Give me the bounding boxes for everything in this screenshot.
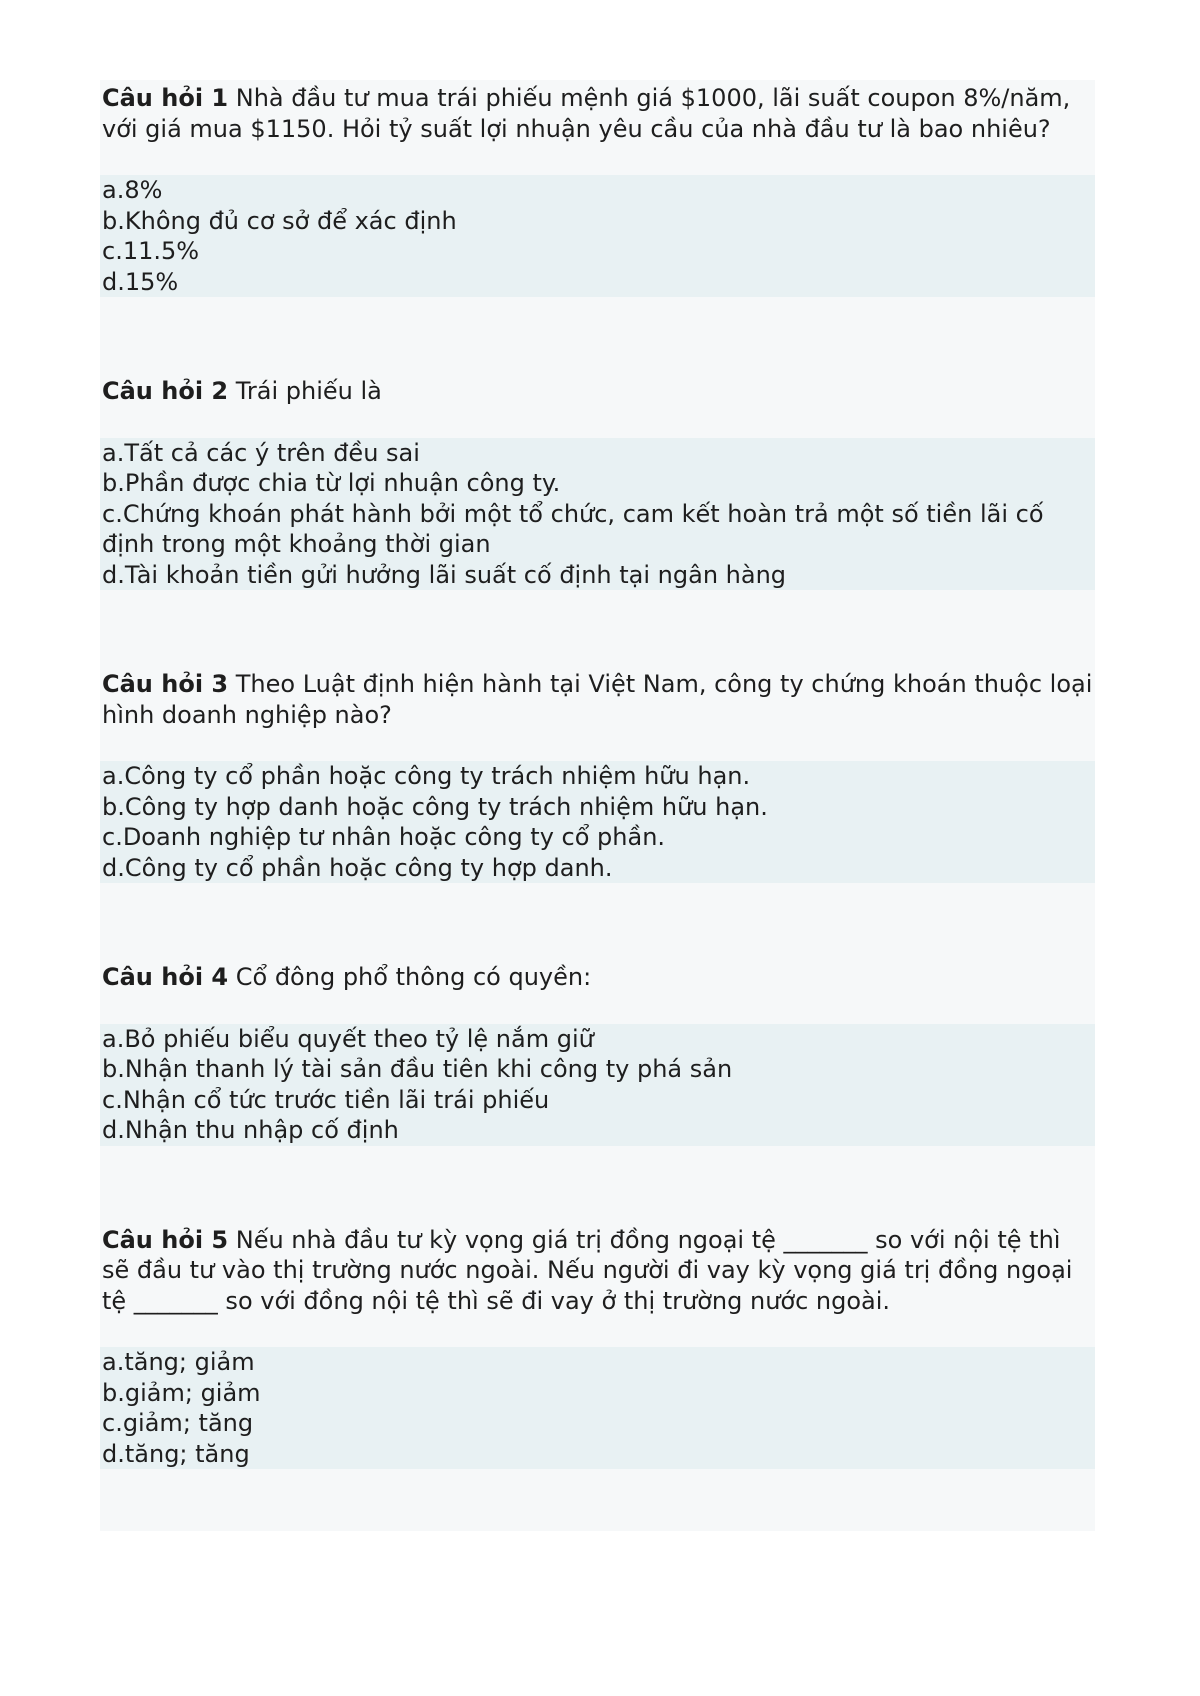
question-2-option-c[interactable]: c.Chứng khoán phát hành bởi một tổ chức, cam kết hoàn trả một số tiền lãi cố định trong một khoảng thời gian xyxy=(102,499,1044,558)
question-1-number: Câu hỏi 1 xyxy=(102,84,229,112)
question-1-option-c[interactable]: c.11.5% xyxy=(102,237,200,265)
quiz-document xyxy=(100,80,1095,1531)
question-5-option-c[interactable]: c.giảm; tăng xyxy=(102,1409,254,1437)
question-1-prompt: Nhà đầu tư mua trái phiếu mệnh giá $1000, lãi suất coupon 8%/năm, với giá mua $1150. Hỏi tỷ suất lợi nhuận yêu cầu của nhà đầu tư là bao nhiêu? xyxy=(102,84,1071,143)
question-3-options xyxy=(100,761,1095,883)
question-1-option-d[interactable]: d.15% xyxy=(102,267,179,296)
question-4-text xyxy=(100,959,1095,993)
question-1-option-a[interactable]: a.8% xyxy=(102,176,163,204)
question-3-prompt: Theo Luật định hiện hành tại Việt Nam, công ty chứng khoán thuộc loại hình doanh nghiệp nào? xyxy=(102,670,1093,729)
question-3-option-a[interactable]: a.Công ty cổ phần hoặc công ty trách nhiệm hữu hạn. xyxy=(102,762,751,790)
question-5-option-b[interactable]: b.giảm; giảm xyxy=(102,1378,261,1407)
question-2-number: Câu hỏi 2 xyxy=(102,377,229,405)
question-1-options xyxy=(100,175,1095,297)
question-5-option-a[interactable]: a.tăng; giảm xyxy=(102,1348,255,1376)
question-4-option-c[interactable]: c.Nhận cổ tức trước tiền lãi trái phiếu xyxy=(102,1085,550,1114)
question-1-text xyxy=(100,80,1095,144)
question-3-option-d[interactable]: d.Công ty cổ phần hoặc công ty hợp danh. xyxy=(102,853,613,882)
question-1-option-b[interactable]: b.Không đủ cơ sở để xác định xyxy=(102,206,457,235)
question-5-options xyxy=(100,1347,1095,1469)
question-1 xyxy=(100,80,1095,373)
question-5-option-d[interactable]: d.tăng; tăng xyxy=(102,1439,250,1468)
question-2-option-b[interactable]: b.Phần được chia từ lợi nhuận công ty. xyxy=(102,469,561,497)
question-2-prompt: Trái phiếu là xyxy=(235,377,382,405)
question-5-prompt: Nếu nhà đầu tư kỳ vọng giá trị đồng ngoại tệ _______ so với nội tệ thì sẽ đầu tư vào thị trường nước ngoài. Nếu người đi vay kỳ vọng giá trị đồng ngoại tệ _______ so với đồng nội tệ thì sẽ đi vay ở thị trường nước ngoài. xyxy=(102,1225,1073,1315)
question-3-option-c[interactable]: c.Doanh nghiệp tư nhân hoặc công ty cổ phần. xyxy=(102,823,666,851)
question-2-text xyxy=(100,373,1095,407)
question-2-option-d[interactable]: d.Tài khoản tiền gửi hưởng lãi suất cố định tại ngân hàng xyxy=(102,560,787,589)
question-5-text xyxy=(100,1222,1095,1317)
question-3 xyxy=(100,666,1095,959)
question-3-number: Câu hỏi 3 xyxy=(102,670,229,698)
question-4-options xyxy=(100,1024,1095,1146)
question-2-option-a[interactable]: a.Tất cả các ý trên đều sai xyxy=(102,438,420,467)
question-2-options xyxy=(100,438,1095,591)
question-4-number: Câu hỏi 4 xyxy=(102,963,229,991)
question-5-number: Câu hỏi 5 xyxy=(102,1225,229,1254)
question-2 xyxy=(100,373,1095,666)
question-5 xyxy=(100,1222,1095,1532)
question-4-prompt: Cổ đông phổ thông có quyền: xyxy=(235,963,592,991)
question-4 xyxy=(100,959,1095,1222)
question-4-option-b[interactable]: b.Nhận thanh lý tài sản đầu tiên khi công ty phá sản xyxy=(102,1055,733,1083)
question-3-option-b[interactable]: b.Công ty hợp danh hoặc công ty trách nhiệm hữu hạn. xyxy=(102,792,768,821)
question-3-text xyxy=(100,666,1095,730)
question-4-option-d[interactable]: d.Nhận thu nhập cố định xyxy=(102,1116,399,1144)
question-4-option-a[interactable]: a.Bỏ phiếu biểu quyết theo tỷ lệ nắm giữ xyxy=(102,1024,594,1053)
